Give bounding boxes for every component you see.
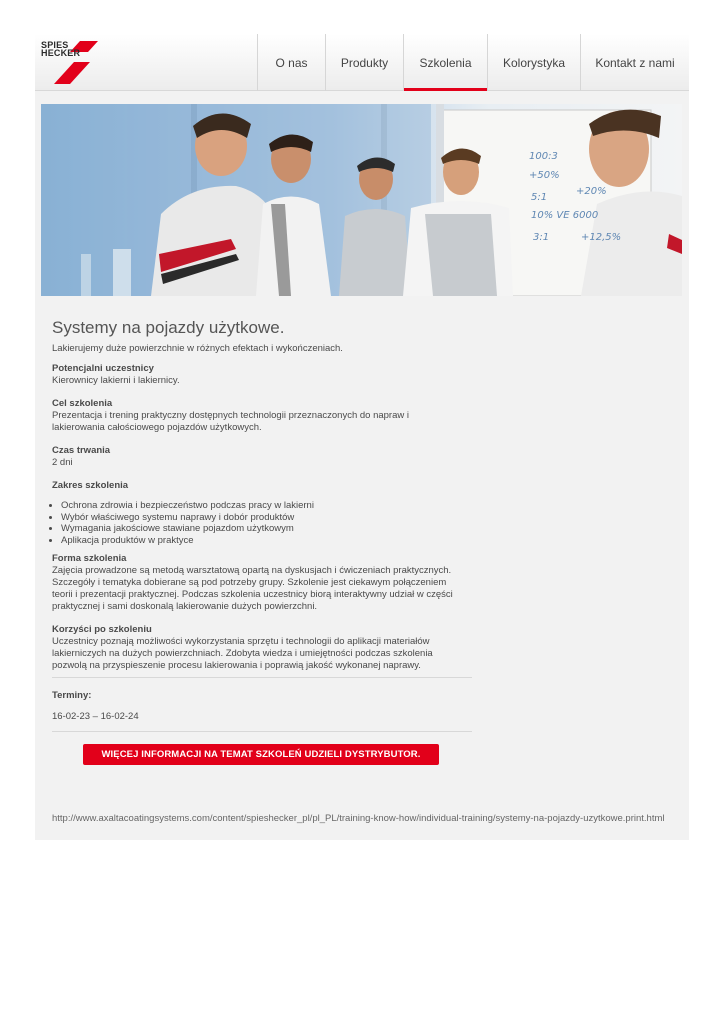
section-title: Forma szkolenia bbox=[52, 552, 127, 564]
section-title: Korzyści po szkoleniu bbox=[52, 623, 152, 635]
scope-list bbox=[52, 500, 472, 547]
logo-line-1: SPIES bbox=[41, 40, 69, 50]
main-content bbox=[52, 318, 472, 732]
section-title: Cel szkolenia bbox=[52, 398, 113, 409]
list-item: • Ochrona zdrowia i bezpieczeństwo podczas pracy w lakierni bbox=[61, 500, 472, 512]
section-text-line: Zajęcia prowadzone są metodą warsztatową opartą na dyskusjach i ćwiczeniach praktycznych. bbox=[52, 564, 452, 576]
section-text-line: lakierniczych na dużych powierzchniach. Zdobyta wiedza i umiejętności podczas szkolenia bbox=[52, 647, 433, 659]
list-item: • Wymagania jakościowe stawiane pojazdom użytkowym bbox=[61, 523, 472, 535]
board-text: +20% bbox=[576, 186, 607, 197]
nav-label: Szkolenia bbox=[419, 55, 472, 70]
board-text: +50% bbox=[529, 170, 560, 181]
logo-line-2: HECKER bbox=[41, 48, 81, 58]
section-title: Terminy: bbox=[52, 689, 92, 701]
page-container bbox=[35, 34, 689, 840]
intro-text: Lakierujemy duże powierzchnie w różnych efektach i wykończeniach. bbox=[52, 343, 343, 354]
list-item: • Aplikacja produktów w praktyce bbox=[61, 535, 472, 547]
header bbox=[35, 34, 689, 91]
section-text: Kierownicy lakierni i lakiernicy. bbox=[52, 375, 180, 386]
section-duration bbox=[52, 445, 472, 469]
section-participants bbox=[52, 363, 472, 387]
section-benefits bbox=[52, 624, 472, 672]
hero-image bbox=[41, 104, 682, 296]
section-text-line: teorii i prezentacji praktycznej. Podczas szkolenia uczestnicy biorą interaktywny udział w części bbox=[52, 588, 453, 600]
dates-text: 16-02-23 – 16-02-24 bbox=[52, 710, 139, 722]
nav-item-produkty[interactable] bbox=[325, 34, 403, 91]
main-nav bbox=[257, 34, 689, 91]
nav-label: O nas bbox=[275, 55, 308, 70]
section-title: Czas trwania bbox=[52, 445, 111, 456]
nav-label: Kolorystyka bbox=[502, 55, 566, 70]
board-text: +12,5% bbox=[581, 232, 622, 243]
list-item: • Wybór właściwego systemu naprawy i dobór produktów bbox=[61, 512, 472, 524]
nav-label: Produkty bbox=[340, 55, 389, 70]
page-url: http://www.axaltacoatingsystems.com/content/spieshecker_pl/pl_PL/training-know-how/individual-training/systemy-na-pojazdy-uzytkowe.print.html bbox=[52, 813, 665, 824]
nav-label: Kontakt z nami bbox=[595, 55, 675, 70]
section-scope bbox=[52, 480, 472, 547]
distributor-info-button[interactable]: WIĘCEJ INFORMACJI NA TEMAT SZKOLEŃ UDZIELI DYSTRYBUTOR. bbox=[83, 744, 439, 765]
nav-item-szkolenia[interactable] bbox=[403, 34, 487, 91]
section-title: Zakres szkolenia bbox=[52, 480, 129, 491]
training-photo bbox=[41, 104, 682, 296]
board-text: 3:1 bbox=[533, 232, 550, 243]
divider bbox=[52, 731, 472, 732]
section-text-line: pozwolą na przyspieszenie procesu lakierowania i poprawią jakość wykonanej naprawy. bbox=[52, 659, 421, 671]
nav-item-o-nas[interactable] bbox=[257, 34, 325, 91]
logo-text bbox=[41, 41, 80, 57]
section-title: Potencjalni uczestnicy bbox=[52, 363, 154, 374]
section-text-line: Szczegóły i tematyka dobierane są pod potrzeby grupy. Szkolenie jest ciekawym połączeniem bbox=[52, 576, 447, 588]
section-text-line: Prezentacja i trening praktyczny dostępnych technologii przeznaczonych do napraw i bbox=[52, 410, 409, 421]
spies-hecker-logo[interactable] bbox=[40, 40, 98, 84]
board-text: 100:3 bbox=[529, 151, 558, 162]
section-text-line: Uczestnicy poznają możliwości wykorzystania sprzętu i technologii do aplikacji materiałów bbox=[52, 635, 430, 647]
section-text: 2 dni bbox=[52, 457, 73, 468]
nav-item-kolorystyka[interactable] bbox=[487, 34, 580, 91]
nav-item-kontakt[interactable] bbox=[580, 34, 689, 91]
section-text-line: praktycznej i sami doskonalą lakierowanie dużych powierzchni. bbox=[52, 600, 318, 612]
section-dates bbox=[52, 690, 472, 723]
board-text: 5:1 bbox=[531, 192, 548, 203]
divider bbox=[52, 677, 472, 678]
board-text: 10% VE 6000 bbox=[531, 210, 599, 221]
section-text-line: lakierowania całościowego pojazdów użytkowych. bbox=[52, 422, 262, 433]
section-goal bbox=[52, 398, 472, 434]
section-form bbox=[52, 553, 472, 613]
page-title: Systemy na pojazdy użytkowe. bbox=[52, 318, 285, 337]
